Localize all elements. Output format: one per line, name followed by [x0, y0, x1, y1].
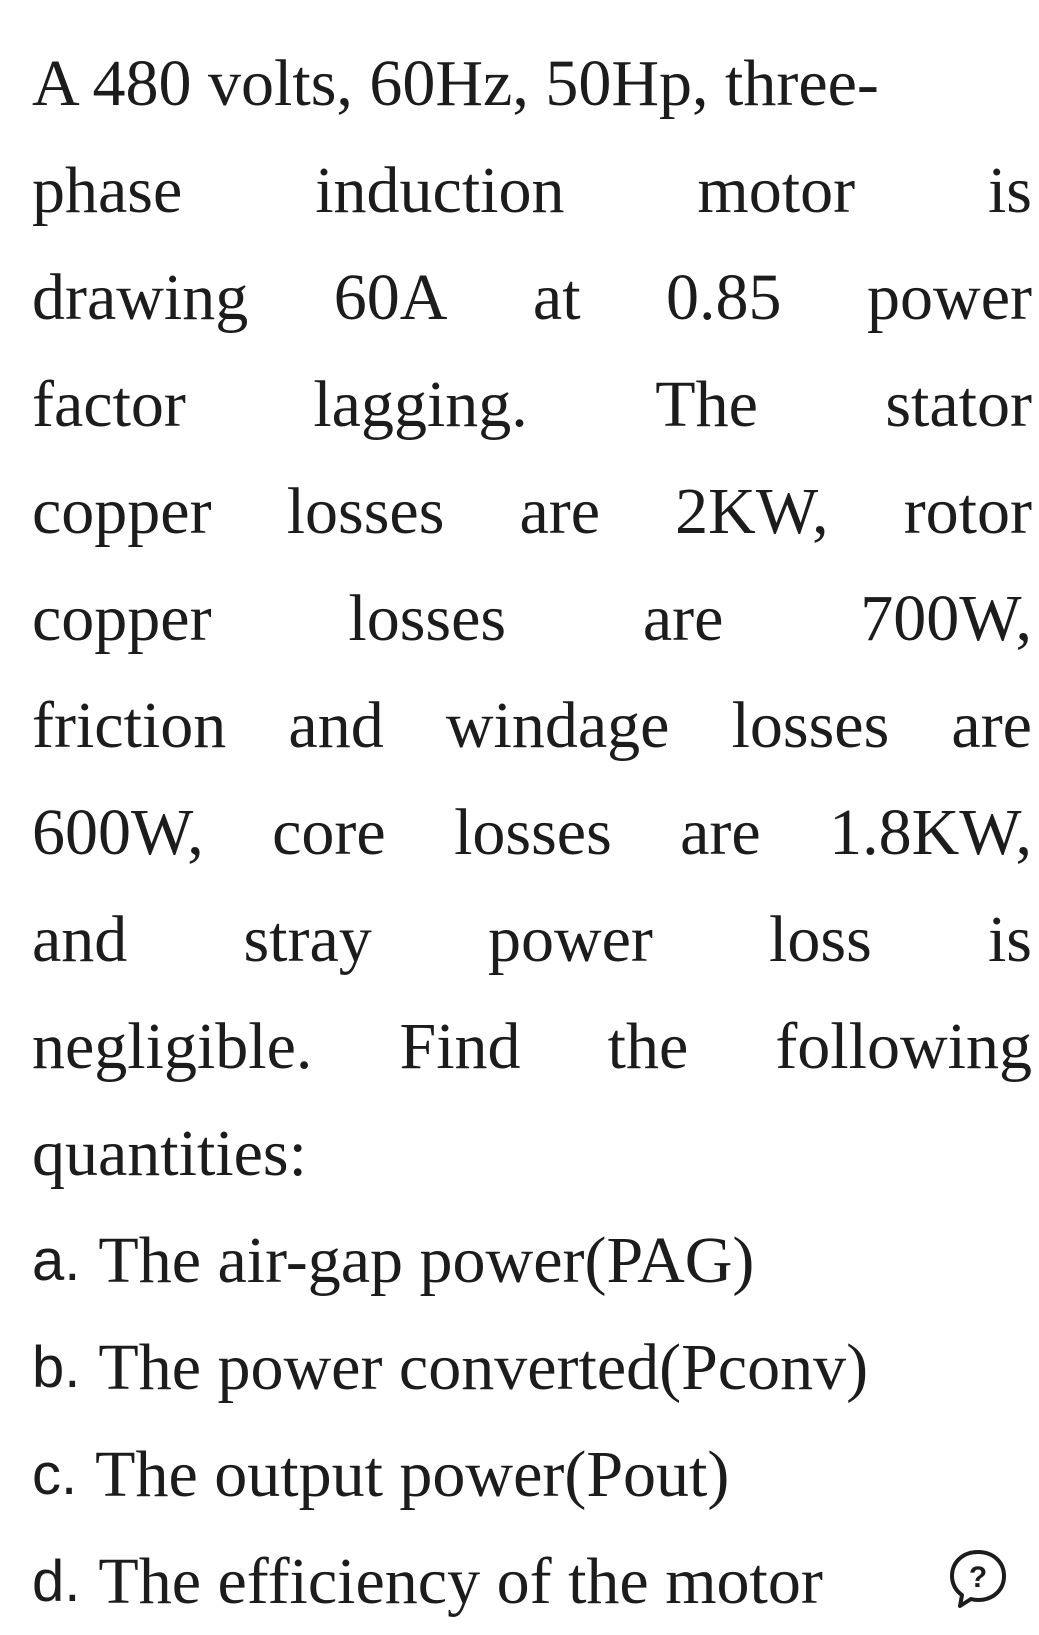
word: copper	[32, 475, 212, 548]
word: drawing	[32, 261, 249, 334]
word: friction	[32, 689, 227, 762]
text-line-3	[32, 244, 1032, 351]
word: windage	[445, 689, 670, 762]
word: copper	[32, 582, 212, 655]
word: lagging.	[313, 368, 528, 441]
word: motor	[697, 154, 856, 227]
word: negligible.	[32, 1010, 313, 1083]
text-line-2	[32, 137, 1032, 244]
word: losses	[348, 582, 507, 655]
option-letter: c.	[32, 1442, 78, 1507]
text-line-7	[32, 672, 1032, 779]
word: The	[655, 368, 758, 441]
word: losses	[454, 796, 612, 869]
option-a	[32, 1207, 1032, 1314]
svg-text:?: ?	[968, 1561, 988, 1594]
word: the	[607, 1010, 689, 1083]
word: induction	[315, 154, 565, 227]
help-chat-icon[interactable]	[947, 1548, 1009, 1610]
option-letter: d.	[32, 1549, 81, 1614]
word: Find	[399, 1010, 521, 1083]
option-text: The power converted(Pconv)	[98, 1331, 869, 1404]
word: 60A	[333, 261, 448, 334]
option-b	[32, 1314, 1032, 1421]
word: A 480 volts, 60Hz, 50Hp, three-	[32, 47, 879, 120]
option-text: The output power(Pout)	[95, 1438, 730, 1511]
option-c	[32, 1421, 1032, 1528]
word: at	[532, 261, 581, 334]
word: stator	[885, 368, 1032, 441]
word: 0.85	[666, 261, 782, 334]
text-line-11	[32, 1100, 1032, 1207]
text-line-5	[32, 458, 1032, 565]
help-chat-icon-svg	[947, 1548, 1009, 1610]
word: are	[519, 475, 601, 548]
text-line-4	[32, 351, 1032, 458]
word: 600W,	[32, 796, 204, 869]
word: rotor	[903, 475, 1032, 548]
text-line-6	[32, 565, 1032, 672]
word: are	[951, 689, 1032, 762]
word: and	[32, 903, 128, 976]
option-d	[32, 1528, 1032, 1635]
word: are	[642, 582, 724, 655]
word: stray	[243, 903, 372, 976]
word: power	[487, 903, 653, 976]
option-letter: a.	[32, 1228, 81, 1293]
word: 1.8KW,	[829, 796, 1032, 869]
word: and	[288, 689, 384, 762]
text-line-1	[32, 30, 1032, 137]
word: losses	[731, 689, 890, 762]
word: following	[775, 1010, 1032, 1083]
word: phase	[32, 154, 183, 227]
word: losses	[286, 475, 445, 548]
word: quantities:	[32, 1117, 307, 1190]
option-text: The efficiency of the motor	[98, 1545, 823, 1618]
word: core	[272, 796, 386, 869]
word: is	[987, 903, 1032, 976]
word: are	[680, 796, 761, 869]
word: factor	[32, 368, 186, 441]
text-line-10	[32, 993, 1032, 1100]
text-line-8	[32, 779, 1032, 886]
word: loss	[769, 903, 872, 976]
option-letter: b.	[32, 1335, 81, 1400]
text-line-9	[32, 886, 1032, 993]
question-text	[32, 30, 1032, 1635]
word: is	[987, 154, 1032, 227]
option-text: The air-gap power(PAG)	[98, 1224, 755, 1297]
word: 700W,	[860, 582, 1032, 655]
word: power	[867, 261, 1032, 334]
word: 2KW,	[675, 475, 829, 548]
